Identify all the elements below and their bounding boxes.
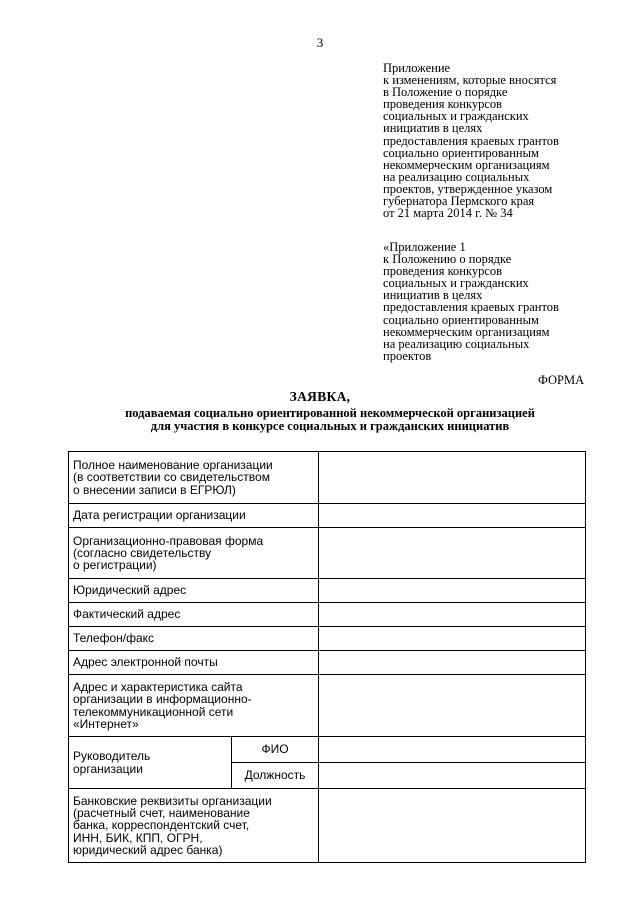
annex-line: к Положению о порядке: [383, 252, 512, 267]
head-position-field[interactable]: [319, 763, 586, 789]
website-field[interactable]: [319, 675, 586, 737]
label-line: «Интернет»: [73, 716, 139, 731]
legal-form-field[interactable]: [319, 528, 586, 579]
label-line: (расчетный счет, наименование: [73, 806, 250, 821]
label-line: юридический адрес банка): [73, 842, 223, 857]
page-number: 3: [316, 35, 324, 50]
annex-line: проведения конкурсов: [383, 97, 503, 112]
annex-line: к изменениям, которые вносятся: [383, 73, 557, 88]
table-row: [69, 528, 586, 579]
annex-line: проектов, утвержденное указом: [383, 181, 553, 196]
annex-line: инициатив в целях: [383, 121, 483, 136]
head-position-label: Должность: [232, 763, 319, 789]
bank-details-field[interactable]: [319, 789, 586, 863]
annex-line: на реализацию социальных: [383, 336, 530, 351]
row-label: [69, 627, 319, 651]
row-label: [69, 651, 319, 675]
table-row: [69, 603, 586, 627]
annex-line: инициатив в целях: [383, 288, 483, 303]
registration-date-field[interactable]: [319, 504, 586, 528]
table-row: [69, 675, 586, 737]
annex-line: проведения конкурсов: [383, 264, 503, 279]
annex-line: социальных и гражданских: [383, 276, 529, 291]
table-row: [69, 627, 586, 651]
head-fio-field[interactable]: [319, 737, 586, 763]
email-field[interactable]: [319, 651, 586, 675]
annex-line: предоставления краевых грантов: [383, 300, 559, 315]
annex-line: проектов: [383, 348, 432, 363]
annex-line: некоммерческим организациям: [383, 157, 550, 172]
label-line: (согласно свидетельству: [73, 545, 212, 560]
table-row: [69, 789, 586, 863]
label-line: о регистрации): [73, 558, 157, 573]
subtitle-line: подаваемая социально ориентированной некоммерческой организацией: [125, 406, 535, 420]
row-label: [69, 452, 319, 504]
label-line: банка, корреспондентский счет,: [73, 818, 250, 833]
annex-line: от 21 марта 2014 г. № 34: [383, 206, 513, 221]
label-line: Дата регистрации организации: [73, 508, 246, 523]
annex-line: некоммерческим организациям: [383, 324, 550, 339]
annex-1-reference: [383, 241, 613, 362]
label-line: Телефон/факс: [73, 631, 155, 646]
annex-line: предоставления краевых грантов: [383, 133, 559, 148]
annex-line: социально ориентированным: [383, 312, 539, 327]
table-row: [69, 579, 586, 603]
head-label: [69, 737, 232, 789]
label-line: Адрес электронной почты: [73, 655, 218, 670]
row-label: [69, 504, 319, 528]
label-line: телекоммуникационной сети: [73, 704, 234, 719]
row-label: [69, 789, 319, 863]
annex-line: в Положение о порядке: [383, 85, 508, 100]
label-line: Юридический адрес: [73, 583, 187, 598]
annex-reference: [383, 62, 613, 219]
label-line: Полное наименование организации: [73, 458, 273, 473]
actual-address-field[interactable]: [319, 603, 586, 627]
legal-address-field[interactable]: [319, 579, 586, 603]
label-line: Фактический адрес: [73, 607, 181, 622]
annex-line: «Приложение 1: [383, 240, 466, 254]
label-line: (в соответствии со свидетельством: [73, 470, 270, 485]
application-form-table: [68, 451, 586, 863]
document-title: ЗАЯВКА,: [289, 389, 351, 404]
form-label: ФОРМА: [538, 373, 585, 387]
annex-line: социально ориентированным: [383, 145, 539, 160]
row-label: [69, 579, 319, 603]
subtitle-line: для участия в конкурсе социальных и гражданских инициатив: [150, 418, 510, 433]
table-row: [69, 737, 586, 763]
label-line: Адрес и характеристика сайта: [73, 679, 243, 694]
row-label: [69, 603, 319, 627]
label-line: Организационно-правовая форма: [73, 533, 264, 548]
label-line: Банковские реквизиты организации: [73, 793, 272, 808]
label-line: организации в информационно-: [73, 692, 252, 707]
table-row: [69, 504, 586, 528]
label-line: организации: [73, 761, 143, 776]
annex-line: социальных и гражданских: [383, 109, 529, 124]
organization-name-field[interactable]: [319, 452, 586, 504]
table-row: [69, 651, 586, 675]
phone-fax-field[interactable]: [319, 627, 586, 651]
head-fio-label: ФИО: [232, 737, 319, 763]
label-line: Руководитель: [73, 749, 151, 764]
annex-line: Приложение: [383, 61, 451, 75]
row-label: [69, 528, 319, 579]
row-label: [69, 675, 319, 737]
label-line: ИНН, БИК, КПП, ОГРН,: [73, 830, 203, 845]
annex-line: губернатора Пермского края: [383, 194, 535, 209]
label-line: о внесении записи в ЕГРЮЛ): [73, 482, 236, 497]
table-row: [69, 452, 586, 504]
annex-line: на реализацию социальных: [383, 169, 530, 184]
document-subtitle: [0, 407, 640, 432]
